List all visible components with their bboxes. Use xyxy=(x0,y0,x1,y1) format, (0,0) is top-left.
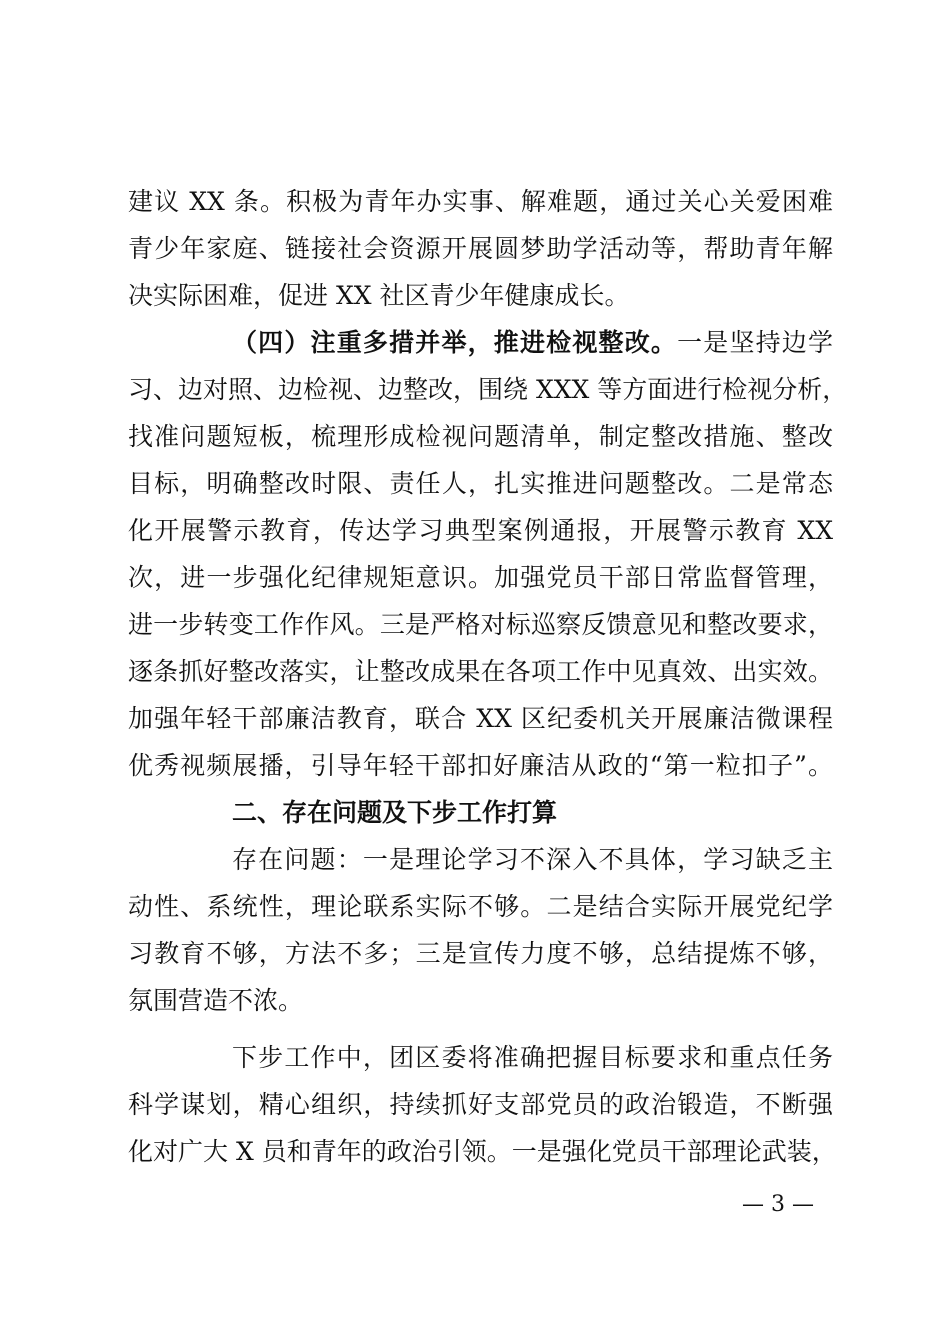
paragraph-line: 找准问题短板，梳理形成检视问题清单，制定整改措施、整改 xyxy=(128,422,833,451)
paragraph-line: 建议 XX 条。积极为青年办实事、解难题，通过关心关爱困难 xyxy=(128,187,833,216)
paragraph-line: 下步工作中，团区委将准确把握目标要求和重点任务 xyxy=(232,1043,833,1072)
paragraph-line: 决实际困难，促进 XX 社区青少年健康成长。 xyxy=(128,281,630,310)
paragraph-line: 化开展警示教育，传达学习典型案例通报，开展警示教育 XX xyxy=(128,516,833,545)
paragraph-line: 优秀视频展播，引导年轻干部扣好廉洁从政的“第一粒扣子”。 xyxy=(128,751,833,780)
paragraph-line: 青少年家庭、链接社会资源开展圆梦助学活动等，帮助青年解 xyxy=(128,234,833,263)
section-4-first-line xyxy=(232,321,833,365)
paragraph-line: 逐条抓好整改落实，让整改成果在各项工作中见真效、出实效。 xyxy=(128,657,833,686)
paragraph-line: 加强年轻干部廉洁教育，联合 XX 区纪委机关开展廉洁微课程 xyxy=(128,704,833,733)
section-4-title: （四）注重多措并举，推进检视整改。 xyxy=(232,328,678,357)
paragraph-line: 目标，明确整改时限、责任人，扎实推进问题整改。二是常态 xyxy=(128,469,833,498)
paragraph-line: 习教育不够，方法不多；三是宣传力度不够，总结提炼不够， xyxy=(128,939,833,968)
paragraph-line: 化对广大 X 员和青年的政治引领。一是强化党员干部理论武装， xyxy=(128,1137,837,1166)
paragraph-line: 动性、系统性，理论联系实际不够。二是结合实际开展党纪学 xyxy=(128,892,833,921)
paragraph-line: 氛围营造不浓。 xyxy=(128,986,304,1015)
section-heading: 二、存在问题及下步工作打算 xyxy=(232,798,558,827)
paragraph-line: 存在问题：一是理论学习不深入不具体，学习缺乏主 xyxy=(232,845,833,874)
paragraph-line: 进一步转变工作作风。三是严格对标巡察反馈意见和整改要求， xyxy=(128,610,833,639)
section-4-first-text: 一是坚持边学 xyxy=(677,328,833,357)
paragraph-line: 科学谋划，精心组织，持续抓好支部党员的政治锻造，不断强 xyxy=(128,1090,833,1119)
paragraph-line: 习、边对照、边检视、边整改，围绕 XXX 等方面进行检视分析， xyxy=(128,375,848,404)
paragraph-line: 次，进一步强化纪律规矩意识。加强党员干部日常监督管理， xyxy=(128,563,833,592)
page-number: — 3 — xyxy=(742,1192,814,1217)
